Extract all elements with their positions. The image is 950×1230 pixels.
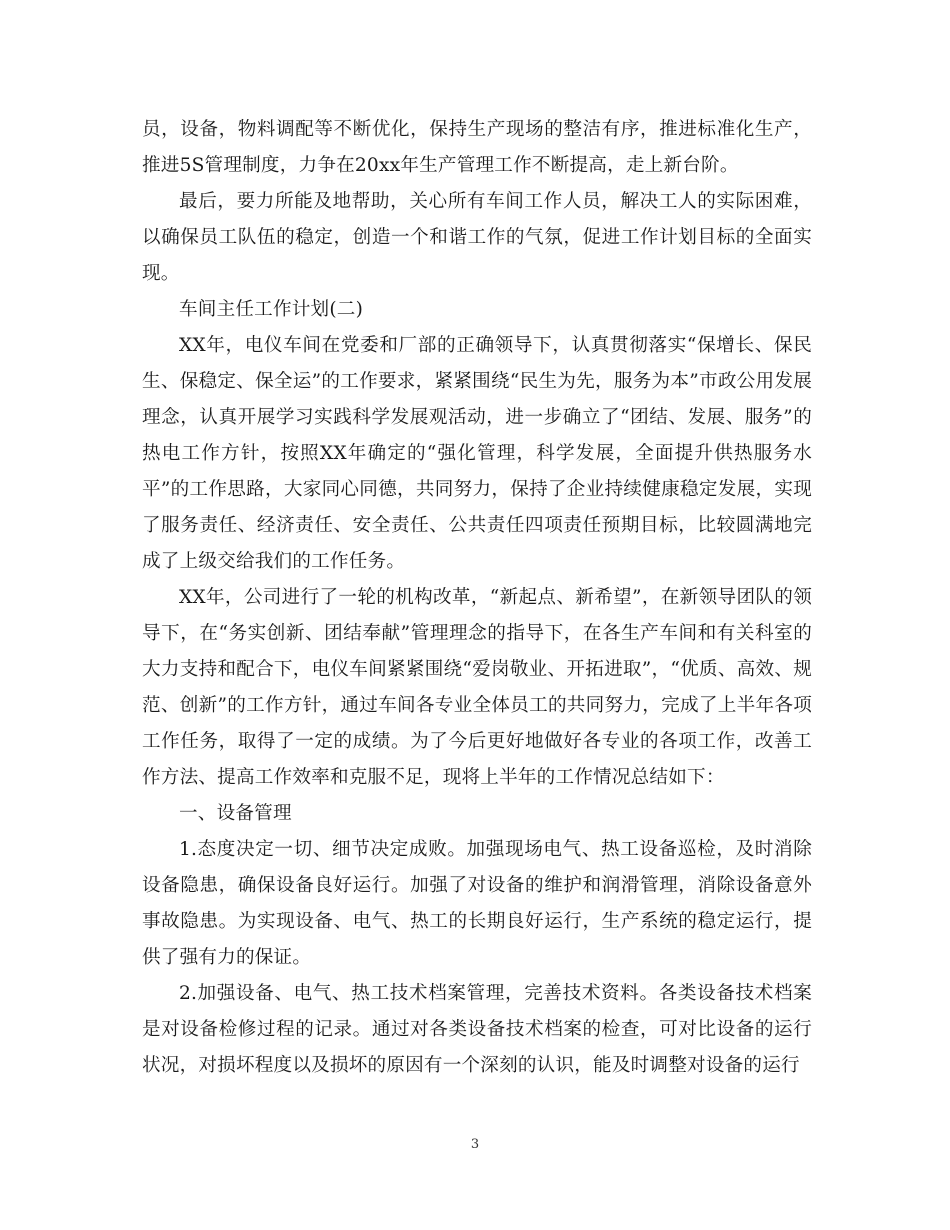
list-item: 2.加强设备、电气、热工技术档案管理，完善技术资料。各类设备技术档案是对设备检修过程的记录。通过对各类设备技术档案的检查，可对比设备的运行状况，对损坏程度以及损坏的原因有一个深刻的认识，能及时调整对设备的运行	[142, 983, 812, 1076]
paragraph-summary: XX年，公司进行了一轮的机构改革，“新起点、新希望”，在新领导团队的领导下，在“务实创新、团结奉献”管理理念的指导下，在各生产车间和有关科室的大力支持和配合下，电仪车间紧紧围绕“爱岗敬业、开拓进取”，“优质、高效、规范、创新”的工作方针，通过车间各专业全体员工的共同努力，完成了上半年各项工作任务，取得了一定的成绩。为了今后更好地做好各专业的各项工作，改善工作方法、提高工作效率和克服不足，现将上半年的工作情况总结如下：	[142, 587, 812, 788]
document-body	[142, 112, 812, 1084]
paragraph-closing-remarks: 最后，要力所能及地帮助，关心所有车间工作人员，解决工人的实际困难，以确保员工队伍的稳定，创造一个和谐工作的气氛，促进工作计划目标的全面实现。	[142, 191, 812, 284]
section-title: 车间主任工作计划(二)	[179, 299, 364, 320]
paragraph-intro: XX年，电仪车间在党委和厂部的正确领导下，认真贯彻落实“保增长、保民生、保稳定、保全运”的工作要求，紧紧围绕“民生为先，服务为本”市政公用发展理念，认真开展学习实践科学发展观活动，进一步确立了“团结、发展、服务”的热电工作方针，按照XX年确定的“强化管理，科学发展，全面提升供热服务水平”的工作思路，大家同心同德，共同努力，保持了企业持续健康稳定发展，实现了服务责任、经济责任、安全责任、公共责任四项责任预期目标，比较圆满地完成了上级交给我们的工作任务。	[142, 335, 812, 572]
page-number: 3	[470, 1137, 480, 1152]
paragraph-continuation: 员，设备，物料调配等不断优化，保持生产现场的整洁有序，推进标准化生产，推进5S管理制度，力争在20xx年生产管理工作不断提高，走上新台阶。	[142, 119, 812, 176]
list-item: 1.态度决定一切、细节决定成败。加强现场电气、热工设备巡检，及时消除设备隐患，确保设备良好运行。加强了对设备的维护和润滑管理，消除设备意外事故隐患。为实现设备、电气、热工的长期良好运行，生产系统的稳定运行，提供了强有力的保证。	[142, 839, 812, 968]
subsection-heading: 一、设备管理	[179, 803, 292, 824]
